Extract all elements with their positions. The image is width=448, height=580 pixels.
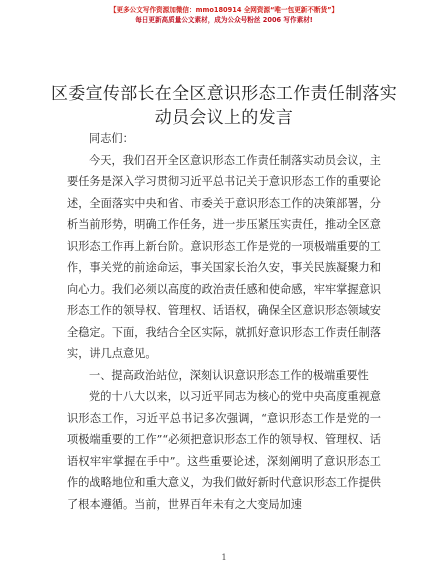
document-title bbox=[40, 82, 408, 130]
salutation: 同志们： bbox=[89, 132, 134, 145]
document-body bbox=[67, 128, 381, 515]
section-heading-1: 一、提高政治站位，深刻认识意识形态工作的极端重要性 bbox=[89, 368, 369, 382]
promo-banner-line-1: 【更多公文写作资源加微信：mmo180914 全网资源“唯一包更新不断货”】 bbox=[109, 6, 339, 14]
document-title-line-1: 区委宣传部长在全区意识形态工作责任制落实 bbox=[51, 84, 397, 104]
promo-banner-line-2: 每日更新高质量公文素材，成为公众号粉丝 2006 写作素材! bbox=[135, 16, 313, 24]
page-number: 1 bbox=[221, 553, 227, 562]
body-paragraph-section-1: 党的十八大以来，以习近平同志为核心的党中央高度重视意识形态工作，习近平总书记多次强调，“意识形态工作是党的一项极端重要的工作”“必须把意识形态工作的领导权、管理权、话语权牢牢掌握在手中”。这些重要论述，深刻阐明了意识形态工作的战略地位和重大意义，为我们做好新时代意识形态工作提供了根本遵循。当前，世界百年未有之大变局加速 bbox=[67, 390, 381, 511]
promo-banner bbox=[0, 5, 448, 25]
body-paragraph-intro: 今天，我们召开全区意识形态工作责任制落实动员会议，主要任务是深入学习贯彻习近平总书记关于意识形态工作的重要论述，全面落实中央和省、市委关于意识形态工作的决策部署，分析当前形势，明确工作任务，进一步压紧压实责任，推动全区意识形态工作再上新台阶。意识形态工作是党的一项极端重要的工作，事关党的前途命运，事关国家长治久安，事关民族凝聚力和向心力。我们必须以高度的政治责任感和使命感，牢牢掌握意识形态工作的领导权、管理权、话语权，确保全区意识形态领域安全稳定。下面，我结合全区实际，就抓好意识形态工作责任制落实，讲几点意见。 bbox=[67, 153, 381, 360]
document-title-line-2: 动员会议上的发言 bbox=[154, 108, 294, 128]
